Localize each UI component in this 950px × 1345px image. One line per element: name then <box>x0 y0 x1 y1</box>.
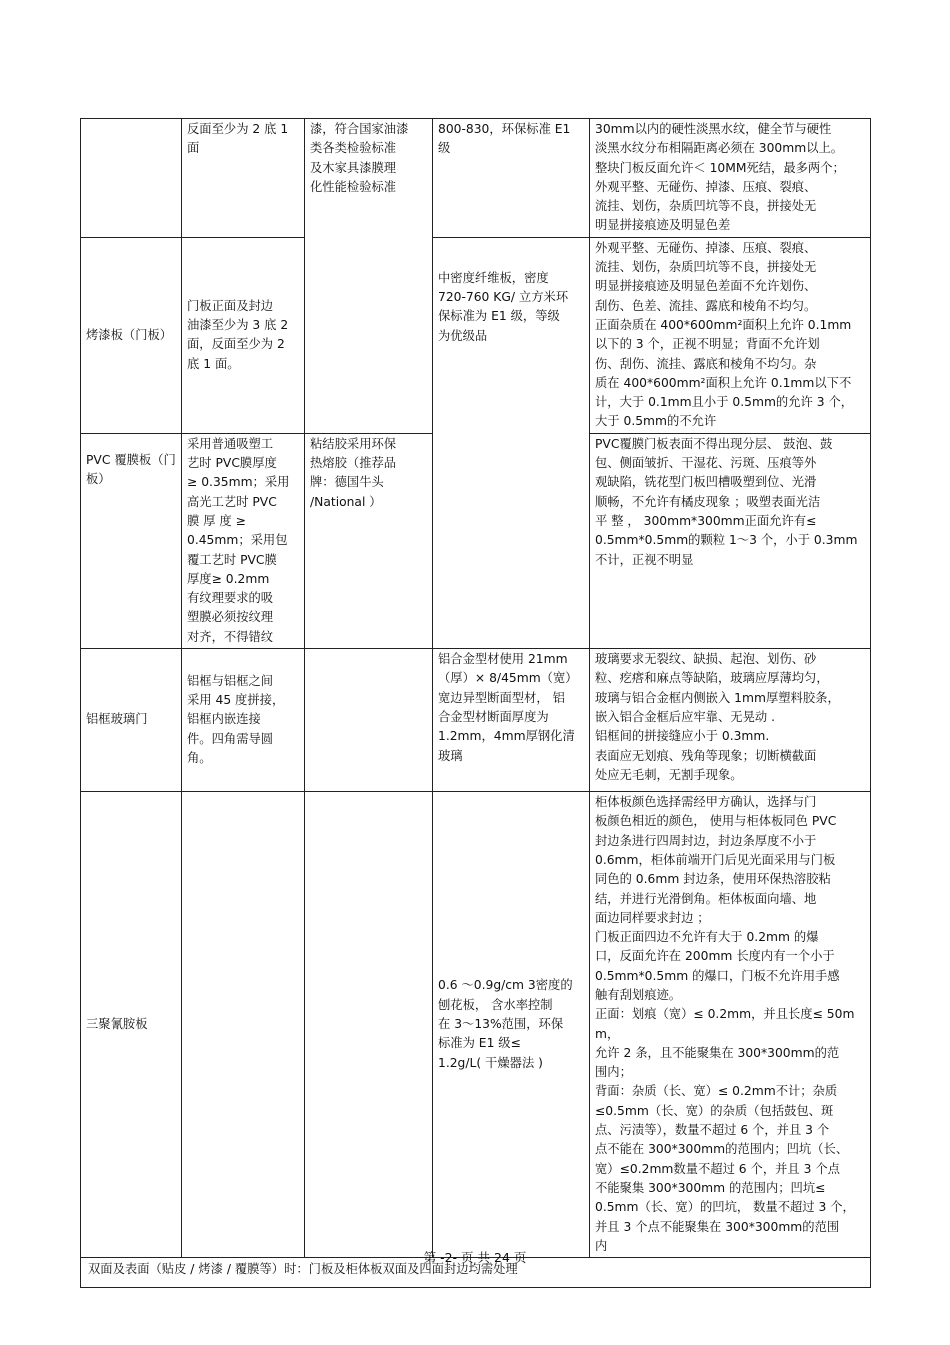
footer-note: 双面及表面（贴皮 / 烤漆 / 覆膜等）时：门板及柜体板双面及四面封边均需处理 <box>81 1258 871 1288</box>
table-row <box>81 119 871 238</box>
material-cell: 铝合金型材使用 21mm （厚）× 8/45mm（宽） 宽边异型断面型材， 铝 合金型材断面厚度为 1.2mm，4mm厚钢化清 玻璃 <box>433 649 590 792</box>
process-cell: 反面至少为 2 底 1 面 <box>182 119 305 238</box>
material-cell: 800-830，环保标准 E1 级 <box>433 119 590 238</box>
standard-cell: 粘结胶采用环保 热熔胶（推荐品 牌：德国牛头 /National ） <box>305 433 433 648</box>
quality-cell: 柜体板颜色选择需经甲方确认，选择与门 板颜色相近的颜色， 使用与柜体板同色 PVC 封边条进行四周封边，封边条厚度不小于 0.6mm，柜体前端开门后见光面采用与门板 同色的 0.6mm 封边条，使用环保热溶胶粘 结，并进行光滑倒角。柜体板面向墙、地 面边同样要求封边 ； 门板正面四边不允许有大于 0.2mm 的爆 口，反面允许在 200mm 长度内有一个小于 0.5mm*0.5mm 的爆口，门板不允许用手感 触有刮划痕迹。 正面：划痕（宽）≤ 0.2mm，并且长度≤ 50mm， 允许 2 条，且不能聚集在 300*300mm的范 围内； 背面：杂质（长、宽）≤ 0.2mm不计；杂质 ≤0.5mm（长、宽）的杂质（包括鼓包、斑 点、污渍等），数量不超过 6 个，并且 3 个 点不能在 300*300mm的范围内；凹坑（长、 宽）≤0.2mm数量不超过 6 个，并且 3 个点 不能聚集 300*300mm 的范围内；凹坑≤ 0.5mm（长、宽）的凹坑， 数量不超过 3 个， 并且 3 个点不能聚集在 300*300mm的范围 内 <box>590 792 871 1258</box>
item-name-cell: 烤漆板（门板） <box>81 237 182 433</box>
process-cell: 采用普通吸塑工 艺时 PVC膜厚度 ≥ 0.35mm；采用 高光工艺时 PVC 膜 厚 度 ≥ 0.45mm；采用包 覆工艺时 PVC膜 厚度≥ 0.2mm 有纹理要求的吸 塑膜必须按纹理 对齐，不得错纹 <box>182 433 305 648</box>
quality-cell: 30mm以内的硬性淡黑水纹，健全节与硬性 淡黑水纹分布相隔距离必须在 300mm以上。 整块门板反面允许＜ 10MM死结，最多两个； 外观平整、无碰伤、掉漆、压痕、裂痕、 流挂、划伤，杂质凹坑等不良，拼接处无 明显拼接痕迹及明显色差 <box>590 119 871 238</box>
material-cell: 0.6 ～0.9g/cm 3密度的 刨花板， 含水率控制 在 3～13%范围，环保 标准为 E1 级≤ 1.2g/L( 干燥器法 ) <box>433 792 590 1258</box>
table-row <box>81 792 871 1258</box>
table-row <box>81 237 871 433</box>
quality-cell: 外观平整、无碰伤、掉漆、压痕、裂痕、 流挂、划伤，杂质凹坑等不良，拼接处无 明显拼接痕迹及明显色差面不允许划伤、 刮伤、色差、流挂、露底和棱角不均匀。 正面杂质在 400*600mm²面积上允许 0.1mm 以下的 3 个，正视不明显；背面不允许划 伤、刮伤、流挂、露底和棱角不均匀。杂 质在 400*600mm²面积上允许 0.1mm以下不 计，大于 0.1mm且小于 0.5mm的允许 3 个， 大于 0.5mm的不允许 <box>590 237 871 433</box>
quality-cell: PVC覆膜门板表面不得出现分层、 鼓泡、鼓 包、侧面皱折、干湿花、污斑、压痕等外 观缺陷，铣花型门板凹槽吸塑到位、光滑 顺畅，不允许有橘皮现象 ；吸塑表面光洁 平 整 ， 300mm*300mm正面允许有≤ 0.5mm*0.5mm的颗粒 1～3 个，小于 0.3mm 不计，正视不明显 <box>590 433 871 648</box>
process-cell <box>182 792 305 1258</box>
item-name-cell <box>81 119 182 238</box>
table-row <box>81 649 871 792</box>
quality-cell: 玻璃要求无裂纹、缺损、起泡、划伤、砂 粒、疙瘩和麻点等缺陷，玻璃应厚薄均匀， 玻璃与铝合金框内侧嵌入 1mm厚塑料胶条， 嵌入铝合金框后应牢靠、无晃动 . 铝框间的拼接缝应小于 0.3mm. 表面应无划痕、残角等现象；切断横截面 处应无毛刺，无割手现象。 <box>590 649 871 792</box>
process-cell: 铝框与铝框之间 采用 45 度拼接， 铝框内嵌连接 件。四角需导圆 角。 <box>182 649 305 792</box>
material-cell: 中密度纤维板，密度 720-760 KG/ 立方米环 保标准为 E1 级，等级 为优级品 <box>433 237 590 648</box>
standard-cell: 漆，符合国家油漆 类各类检验标准 及木家具漆膜理 化性能检验标准 <box>305 119 433 434</box>
standard-cell <box>305 649 433 792</box>
item-name-cell: 铝框玻璃门 <box>81 649 182 792</box>
standard-cell <box>305 792 433 1258</box>
page-number: 第 -2- 页 共 24 页 <box>423 1250 527 1265</box>
item-name-cell: PVC 覆膜板（门板） <box>81 433 182 648</box>
spec-table <box>80 118 871 1288</box>
item-name-cell: 三聚氰胺板 <box>81 792 182 1258</box>
process-cell: 门板正面及封边 油漆至少为 3 底 2 面，反面至少为 2 底 1 面。 <box>182 237 305 433</box>
